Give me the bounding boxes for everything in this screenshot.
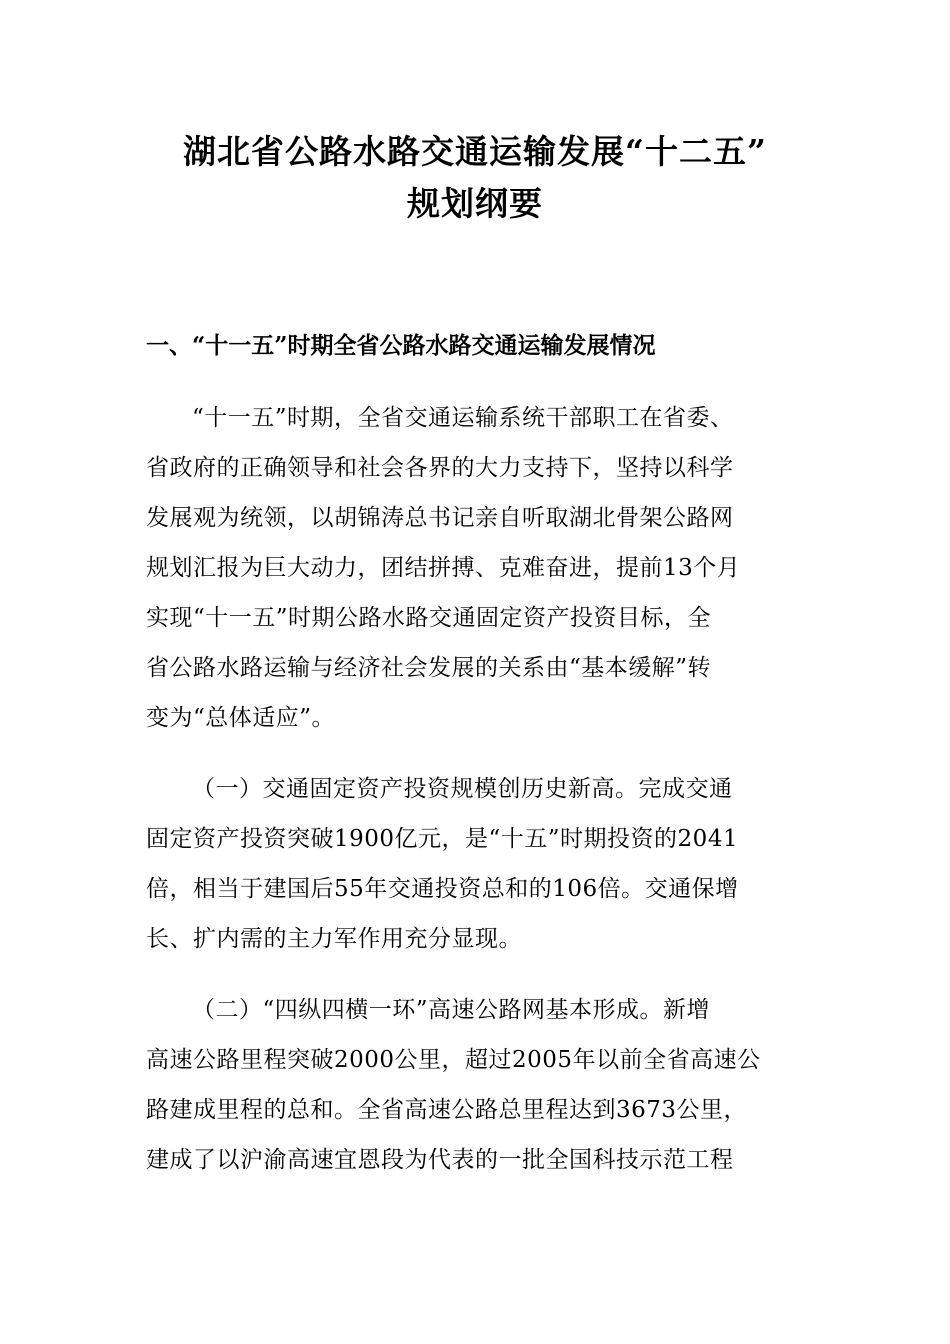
paragraph-3-line: 高速公路里程突破2000公里，超过2005年以前全省高速公 (146, 1047, 761, 1073)
paragraph-3-line: 路建成里程的总和。全省高速公路总里程达到3673公里， (146, 1097, 748, 1123)
paragraph-1-line: 规划汇报为巨大动力，团结拼搏、克难奋进，提前13个月 (146, 555, 741, 581)
paragraph-1-line: 省政府的正确领导和社会各界的大力支持下，坚持以科学 (146, 455, 734, 481)
paragraph-1-line: 省公路水路运输与经济社会发展的关系由“基本缓解”转 (146, 655, 712, 681)
paragraph-1-line: 实现“十一五”时期公路水路交通固定资产投资目标，全 (146, 605, 712, 631)
paragraph-2-line: （一）交通固定资产投资规模创历史新高。完成交通 (192, 776, 733, 802)
paragraph-2-line: 固定资产投资突破1900亿元，是“十五”时期投资的2041 (146, 826, 739, 852)
paragraph-3-line: （二）“四纵四横一环”高速公路网基本形成。新增 (192, 997, 711, 1023)
paragraph-2-line: 倍，相当于建国后55年交通投资总和的106倍。交通保增 (146, 876, 739, 902)
paragraph-1-line: 变为“总体适应”。 (146, 705, 336, 731)
paragraph-1-line: “十一五”时期，全省交通运输系统干部职工在省委、 (192, 405, 734, 431)
document-title-line-1: 湖北省公路水路交通运输发展“十二五” (183, 132, 767, 171)
paragraph-3-line: 建成了以沪渝高速宜恩段为代表的一批全国科技示范工程 (146, 1147, 734, 1173)
paragraph-2-line: 长、扩内需的主力军作用充分显现。 (146, 926, 522, 952)
document-title-line-2: 规划纲要 (407, 184, 543, 223)
paragraph-1-line: 发展观为统领，以胡锦涛总书记亲自听取湖北骨架公路网 (146, 505, 734, 531)
section-heading: 一、“十一五”时期全省公路水路交通运输发展情况 (146, 332, 656, 359)
